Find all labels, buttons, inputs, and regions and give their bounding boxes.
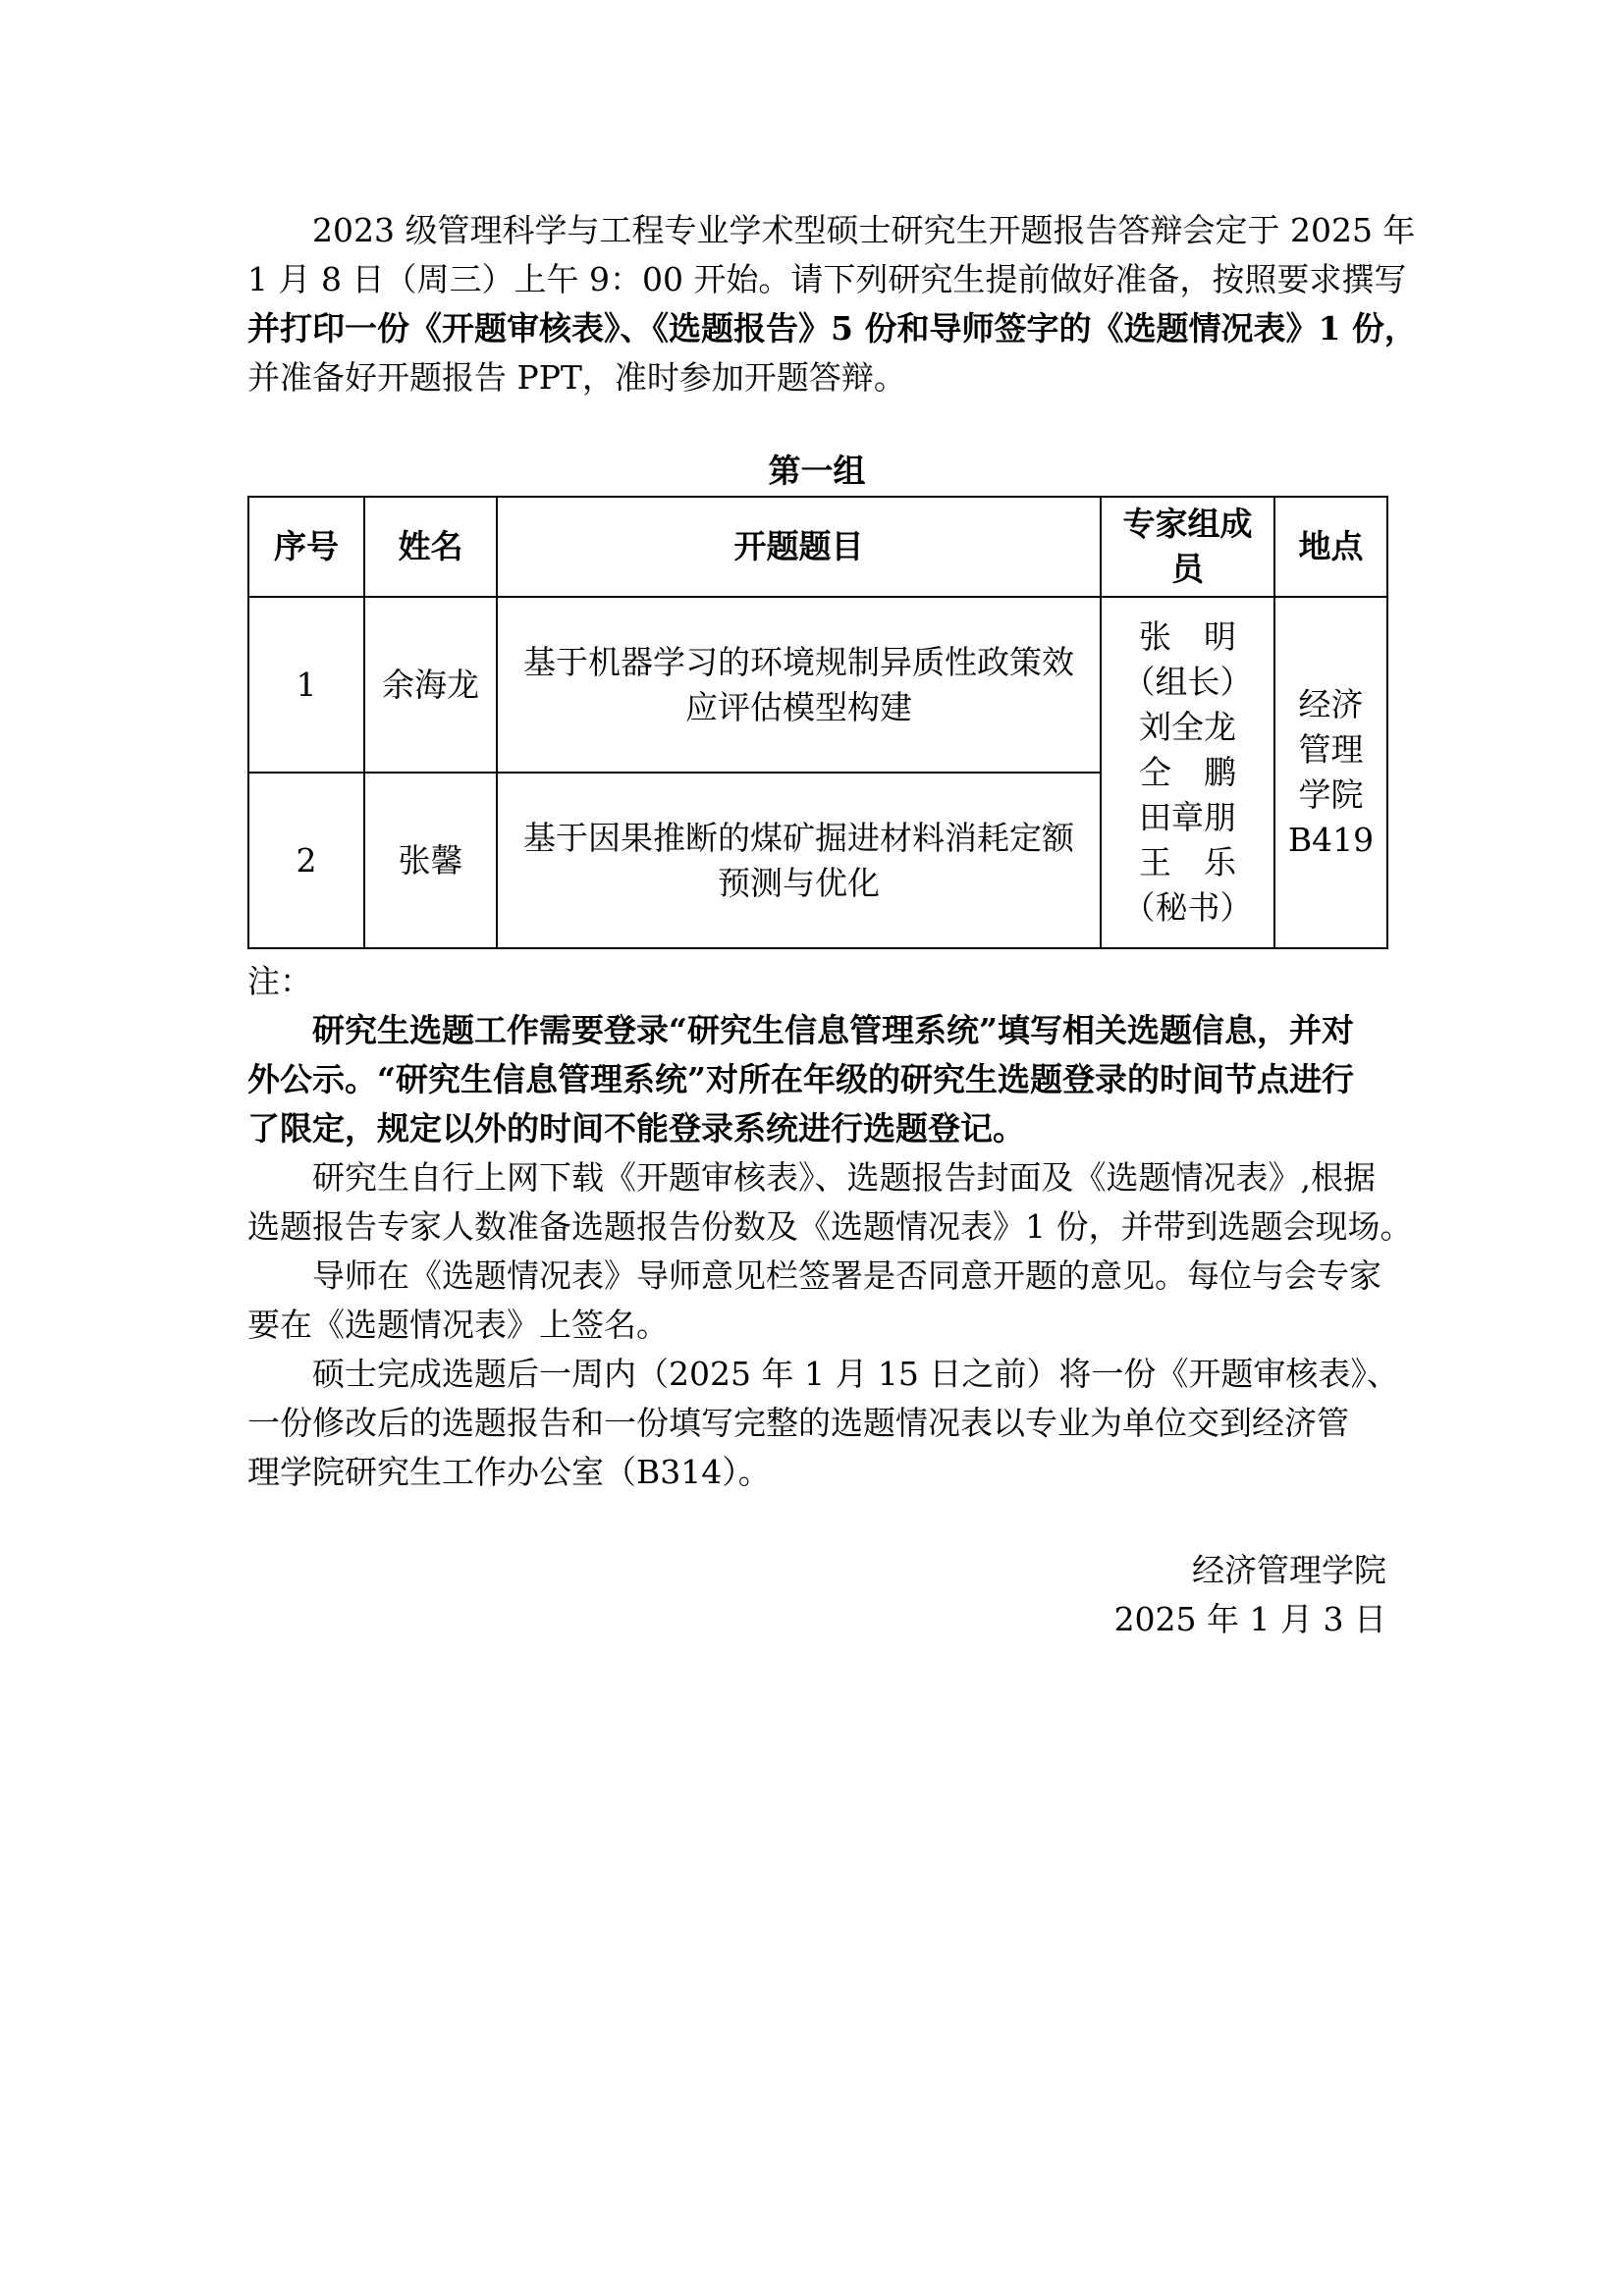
expert-member: 王 乐: [1139, 843, 1236, 881]
group-title: 第一组: [768, 452, 866, 490]
note-line: 了限定，规定以外的时间不能登录系统进行选题登记。: [247, 1109, 1025, 1148]
header-experts: [1101, 497, 1274, 597]
note-paragraph-1: [247, 1006, 1386, 1153]
header-topic: 开题题目: [497, 497, 1101, 597]
expert-member: 仝 鹏: [1139, 753, 1236, 791]
location-line: 管理: [1298, 730, 1364, 769]
intro-line: 并准备好开题报告 PPT，准时参加开题答辩。: [247, 358, 906, 397]
note-paragraph-3: [247, 1252, 1386, 1350]
note-paragraph-2: [247, 1153, 1413, 1252]
roster-table: [247, 496, 1388, 949]
signature-org: 经济管理学院: [1192, 1551, 1386, 1589]
table-header-row: [248, 497, 1387, 597]
intro-line: 1 月 8 日（周三）上午 9：00 开始。请下列研究生提前做好准备，按照要求撰写: [247, 260, 1407, 298]
cell-no: 1: [248, 597, 364, 773]
header-name: 姓名: [364, 497, 497, 597]
note-line: 研究生自行上网下载《开题审核表》、选题报告封面及《选题情况表》,根据: [312, 1158, 1376, 1197]
expert-member: 刘全龙: [1139, 708, 1236, 746]
header-experts-line: 员: [1171, 550, 1204, 588]
note-line: 理学院研究生工作办公室（B314）。: [247, 1453, 771, 1491]
header-location: 地点: [1274, 497, 1387, 597]
location-line: 经济: [1298, 685, 1364, 723]
note-line: 要在《选题情况表》上签名。: [247, 1306, 669, 1344]
note-line: 研究生选题工作需要登录“研究生信息管理系统”填写相关选题信息，并对: [312, 1011, 1354, 1049]
intro-line: 2023 级管理科学与工程专业学术型硕士研究生开题报告答辩会定于 2025 年: [312, 211, 1416, 249]
note-line: 一份修改后的选题报告和一份填写完整的选题情况表以专业为单位交到经济管: [247, 1404, 1349, 1442]
topic-line: 基于因果推断的煤矿掘进材料消耗定额: [523, 818, 1074, 857]
cell-topic: [497, 597, 1101, 773]
expert-member: 田章朋: [1139, 798, 1236, 836]
header-no: 序号: [248, 497, 364, 597]
topic-line: 应评估模型构建: [685, 687, 912, 726]
table-row: [248, 597, 1387, 773]
signature-date: 2025 年 1 月 3 日: [1113, 1600, 1386, 1638]
header-experts-line: 专家组成: [1122, 505, 1253, 543]
note-line: 选题报告专家人数准备选题报告份数及《选题情况表》1 份，并带到选题会现场。: [247, 1207, 1413, 1246]
topic-line: 预测与优化: [718, 863, 880, 902]
cell-no: 2: [248, 773, 364, 948]
note-line: 外公示。“研究生信息管理系统”对所在年级的研究生选题登录的时间节点进行: [247, 1060, 1354, 1098]
expert-member: （秘书）: [1122, 888, 1253, 927]
cell-topic: [497, 773, 1101, 948]
location-line: B419: [1287, 821, 1375, 859]
cell-location: [1274, 597, 1387, 948]
cell-name: 余海龙: [364, 597, 497, 773]
expert-member: 张 明: [1139, 617, 1236, 656]
notes-label: 注：: [247, 962, 312, 1000]
note-line: 硕士完成选题后一周内（2025 年 1 月 15 日之前）将一份《开题审核表》、: [312, 1355, 1399, 1393]
note-line: 导师在《选题情况表》导师意见栏签署是否同意开题的意见。每位与会专家: [312, 1256, 1381, 1295]
cell-name: 张馨: [364, 773, 497, 948]
topic-line: 基于机器学习的环境规制异质性政策效: [523, 642, 1074, 681]
location-line: 学院: [1298, 775, 1364, 814]
intro-line-bold: 并打印一份《开题审核表》、《选题报告》5 份和导师签字的《选题情况表》1 份，: [247, 309, 1417, 347]
intro-paragraph: [247, 206, 1417, 402]
expert-member: （组长）: [1122, 663, 1253, 701]
cell-experts: [1101, 597, 1274, 948]
note-paragraph-4: [247, 1350, 1399, 1497]
